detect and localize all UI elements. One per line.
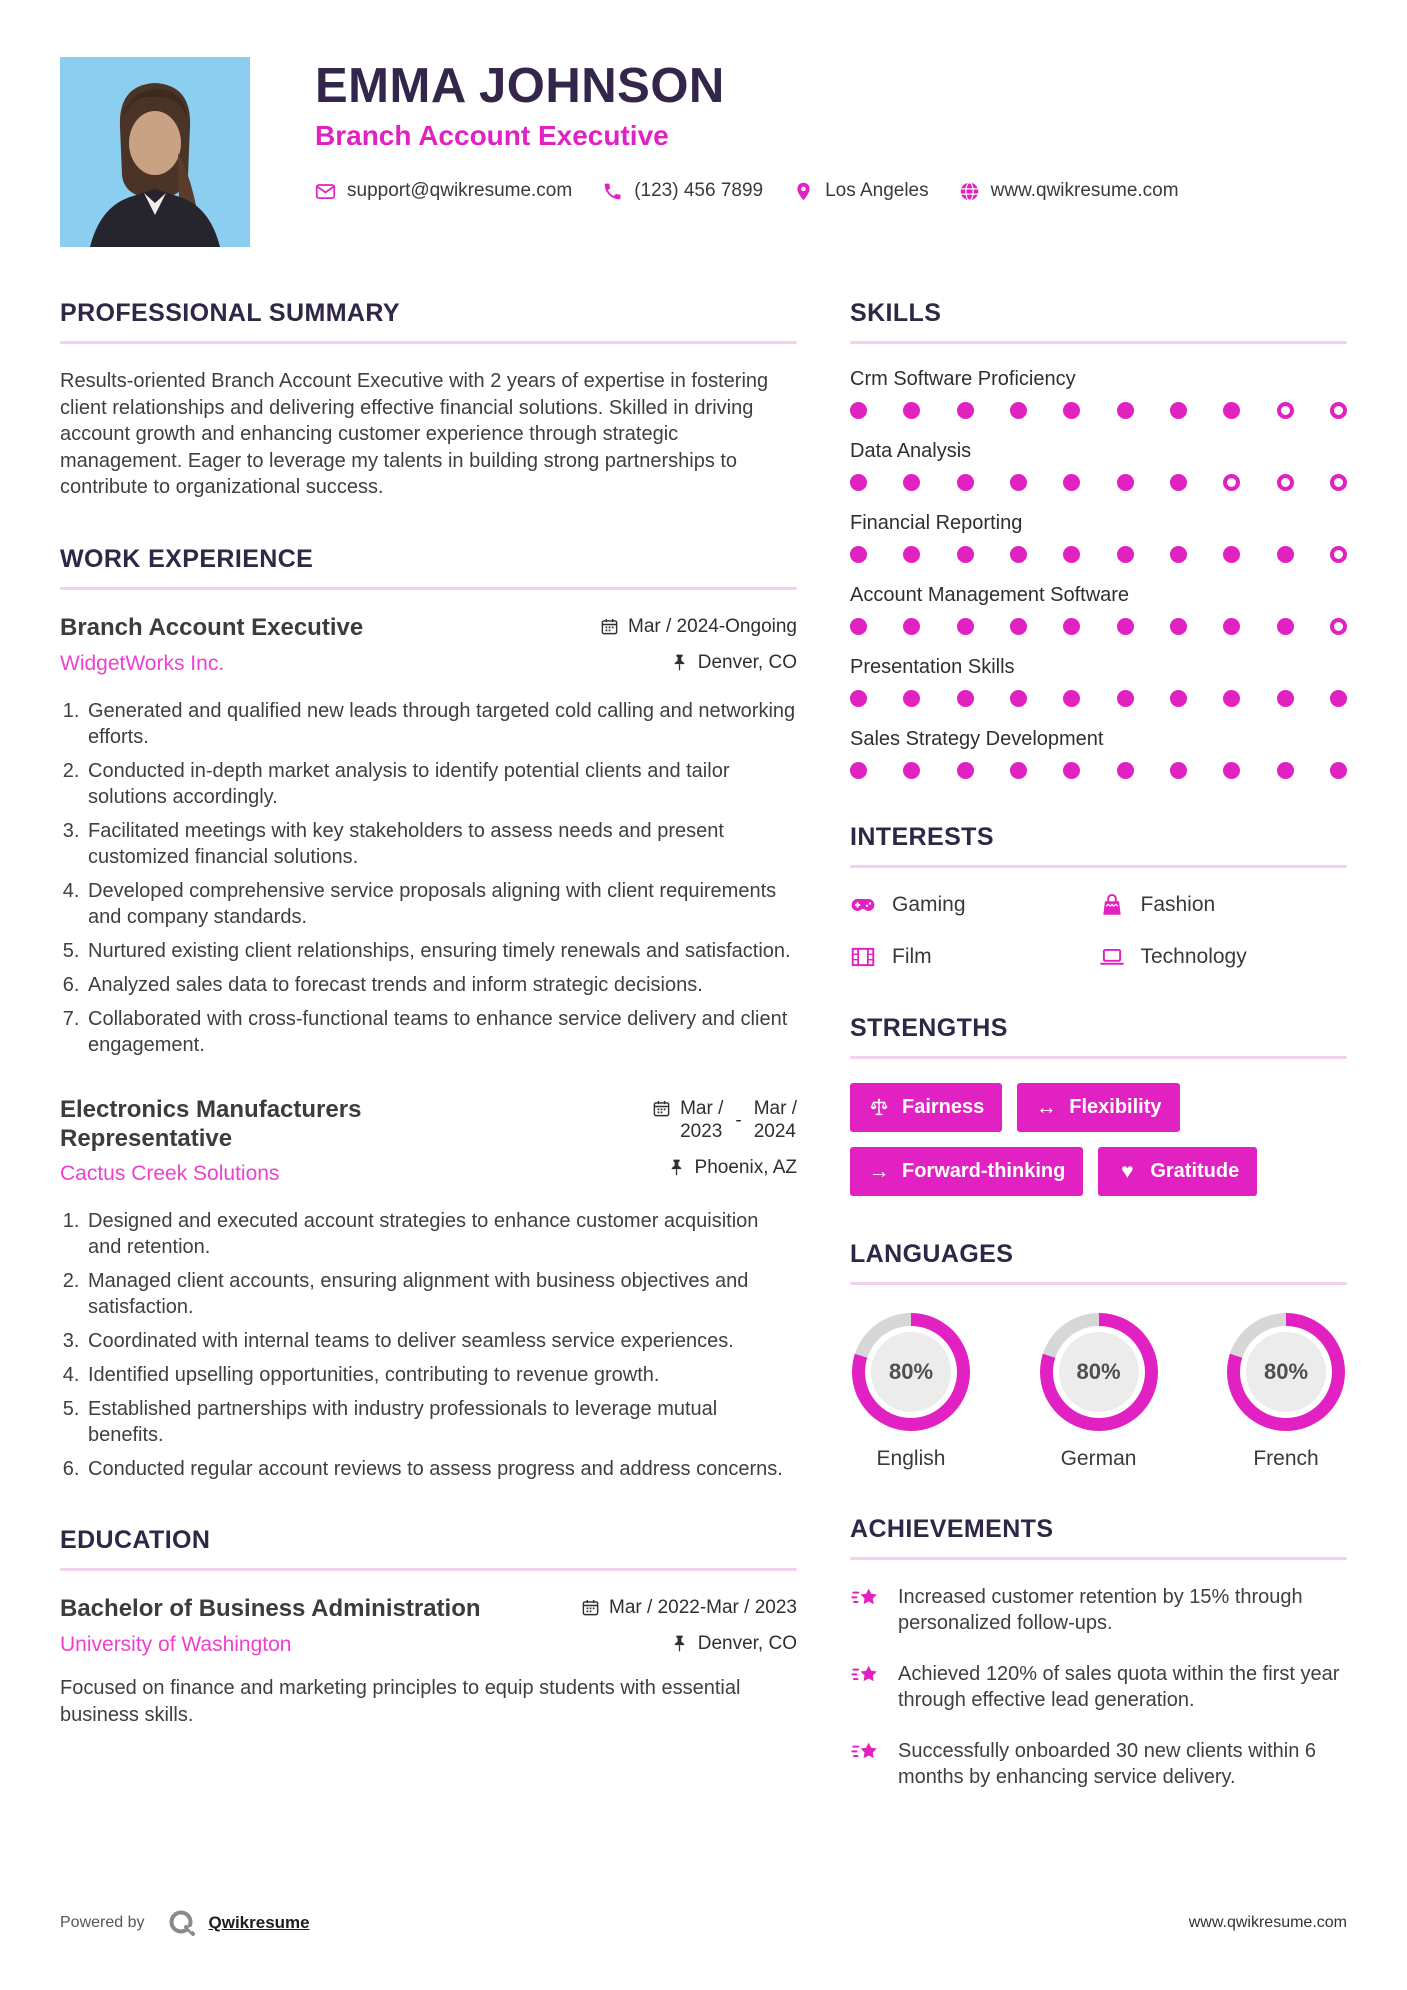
film-icon bbox=[850, 944, 876, 970]
education-location bbox=[670, 1633, 797, 1655]
skill-dot-empty bbox=[1330, 618, 1347, 635]
job-bullet: 7. Collaborated with cross-functional teams to enhance service delivery and client engagement. bbox=[85, 1006, 797, 1058]
strength-label: Flexibility bbox=[1069, 1096, 1162, 1118]
shopping-bag-icon bbox=[1099, 892, 1125, 918]
skill-label: Financial Reporting bbox=[850, 512, 1023, 534]
header-text bbox=[315, 57, 1179, 202]
scales-icon bbox=[868, 1097, 890, 1119]
shooting-star-icon bbox=[850, 1661, 882, 1693]
skill-dot-filled bbox=[1330, 762, 1347, 779]
profile-photo-image bbox=[60, 57, 250, 247]
pushpin-icon bbox=[670, 1634, 689, 1653]
skill-dot-filled bbox=[1117, 474, 1134, 491]
job-bullet: 5. Established partnerships with industry professionals to leverage mutual benefits. bbox=[85, 1396, 797, 1448]
skill-item bbox=[850, 512, 1347, 563]
skill-dot-empty bbox=[1277, 474, 1294, 491]
skill-dot-filled bbox=[1170, 474, 1187, 491]
footer-website: www.qwikresume.com bbox=[1188, 1914, 1347, 1931]
job-date bbox=[652, 1098, 797, 1144]
education-location-text: Denver, CO bbox=[697, 1633, 797, 1655]
achievement-item bbox=[850, 1661, 1347, 1714]
date-line: 2024 bbox=[753, 1120, 796, 1142]
job-header bbox=[60, 614, 797, 676]
section-divider bbox=[850, 1056, 1347, 1059]
job-bullets bbox=[60, 1208, 797, 1482]
language-item bbox=[852, 1313, 970, 1471]
section-work-experience bbox=[60, 545, 797, 1482]
contact-item bbox=[793, 180, 929, 202]
skill-dot-filled bbox=[903, 474, 920, 491]
interest-label: Gaming bbox=[892, 893, 966, 916]
skill-dot-filled bbox=[850, 690, 867, 707]
shooting-star-icon bbox=[850, 1584, 882, 1616]
skill-dot-filled bbox=[1063, 546, 1080, 563]
skill-dot-filled bbox=[1010, 546, 1027, 563]
language-percent: 80% bbox=[871, 1332, 951, 1412]
contact-row bbox=[315, 180, 1179, 202]
language-progress-ring bbox=[1040, 1313, 1158, 1431]
skill-item bbox=[850, 440, 1347, 491]
skill-dot-filled bbox=[903, 618, 920, 635]
job-entry bbox=[60, 1096, 797, 1483]
right-column bbox=[850, 299, 1347, 1834]
skill-item bbox=[850, 728, 1347, 779]
pushpin-icon bbox=[670, 653, 689, 672]
skill-dots bbox=[850, 762, 1347, 779]
section-divider bbox=[60, 341, 797, 344]
section-divider bbox=[850, 1557, 1347, 1560]
skill-dot-filled bbox=[1010, 474, 1027, 491]
skill-dot-filled bbox=[1063, 402, 1080, 419]
section-education bbox=[60, 1526, 797, 1728]
achievements-list bbox=[850, 1584, 1347, 1790]
skills-list bbox=[850, 368, 1347, 779]
strength-label: Gratitude bbox=[1150, 1160, 1240, 1182]
language-item bbox=[1040, 1313, 1158, 1471]
skill-dot-filled bbox=[1223, 690, 1240, 707]
section-divider bbox=[850, 341, 1347, 344]
language-progress-ring bbox=[852, 1313, 970, 1431]
interest-item bbox=[850, 944, 1099, 970]
section-languages bbox=[850, 1240, 1347, 1471]
contact-item bbox=[959, 180, 1179, 202]
job-location-text: Phoenix, AZ bbox=[694, 1157, 797, 1179]
skill-dot-filled bbox=[850, 618, 867, 635]
strength-label: Fairness bbox=[902, 1096, 985, 1118]
skill-dots bbox=[850, 618, 1347, 635]
skill-dot-filled bbox=[957, 618, 974, 635]
skill-dot-filled bbox=[903, 402, 920, 419]
job-bullet: 2. Conducted in-depth market analysis to identify potential clients and tailor solutions accordingly. bbox=[85, 758, 797, 810]
skill-dot-filled bbox=[957, 402, 974, 419]
contact-text: Los Angeles bbox=[825, 180, 929, 202]
job-bullet: 3. Coordinated with internal teams to deliver seamless service experiences. bbox=[85, 1328, 797, 1354]
skill-dot-filled bbox=[1330, 690, 1347, 707]
achievement-text: Successfully onboarded 30 new clients within 6 months by enhancing service delivery. bbox=[898, 1739, 1317, 1788]
contact-text: support@qwikresume.com bbox=[347, 180, 573, 202]
section-divider bbox=[60, 1568, 797, 1571]
arrow-right-icon: → bbox=[868, 1160, 890, 1183]
skill-dot-filled bbox=[1170, 546, 1187, 563]
achievement-text: Increased customer retention by 15% through personalized follow-ups. bbox=[898, 1586, 1303, 1635]
job-date-text: Mar / 2024-Ongoing bbox=[628, 615, 797, 637]
contact-text: (123) 456 7899 bbox=[634, 180, 764, 202]
location-icon bbox=[793, 181, 814, 202]
job-company: Cactus Creek Solutions bbox=[60, 1162, 280, 1186]
skill-dot-filled bbox=[1010, 402, 1027, 419]
job-date-start bbox=[680, 1098, 723, 1144]
job-title: Electronics Manufacturers Representative bbox=[60, 1095, 362, 1152]
job-bullet: 5. Nurtured existing client relationships, ensuring timely renewals and satisfaction. bbox=[85, 938, 797, 964]
heart-icon: ♥ bbox=[1121, 1160, 1134, 1183]
strength-badge bbox=[1098, 1147, 1257, 1196]
section-professional-summary bbox=[60, 299, 797, 501]
skill-dot-filled bbox=[903, 546, 920, 563]
language-ring-hole bbox=[865, 1326, 957, 1418]
education-header bbox=[60, 1595, 797, 1657]
education-entry bbox=[60, 1595, 797, 1728]
skill-dot-filled bbox=[1117, 690, 1134, 707]
language-percent: 80% bbox=[1059, 1332, 1139, 1412]
skill-label: Account Management Software bbox=[850, 584, 1130, 606]
education-date bbox=[581, 1597, 797, 1619]
date-separator: - bbox=[735, 1109, 742, 1131]
skill-dot-filled bbox=[1223, 546, 1240, 563]
job-bullet: 1. Designed and executed account strategies to enhance customer acquisition and retention. bbox=[85, 1208, 797, 1260]
skill-dot-empty bbox=[1330, 402, 1347, 419]
skill-dot-filled bbox=[850, 474, 867, 491]
skill-dot-filled bbox=[1063, 762, 1080, 779]
languages-list bbox=[850, 1309, 1347, 1471]
profile-photo bbox=[60, 57, 250, 247]
section-divider bbox=[60, 587, 797, 590]
section-heading: WORK EXPERIENCE bbox=[60, 544, 314, 573]
contact-text: www.qwikresume.com bbox=[990, 180, 1179, 202]
section-divider bbox=[850, 1282, 1347, 1285]
skill-label: Crm Software Proficiency bbox=[850, 368, 1076, 390]
education-school: University of Washington bbox=[60, 1633, 292, 1657]
skill-dot-filled bbox=[1223, 618, 1240, 635]
interest-label: Film bbox=[892, 945, 932, 968]
contact-item bbox=[315, 180, 572, 202]
strength-badge bbox=[850, 1147, 1083, 1196]
skill-dot-filled bbox=[1170, 618, 1187, 635]
globe-icon bbox=[959, 181, 980, 202]
section-strengths bbox=[850, 1014, 1347, 1196]
skill-dot-filled bbox=[957, 690, 974, 707]
achievement-text: Achieved 120% of sales quota within the first year through effective lead generation. bbox=[898, 1662, 1340, 1712]
skill-dot-filled bbox=[1117, 402, 1134, 419]
strength-badge bbox=[850, 1083, 1002, 1132]
person-title: Branch Account Executive bbox=[315, 120, 669, 152]
qwikresume-logo bbox=[167, 1908, 197, 1938]
strengths-list bbox=[850, 1083, 1347, 1196]
calendar-icon bbox=[581, 1598, 600, 1617]
skill-dot-filled bbox=[1223, 762, 1240, 779]
qwikresume-link[interactable]: Qwikresume bbox=[208, 1913, 310, 1932]
skill-dot-filled bbox=[1010, 618, 1027, 635]
skill-dot-filled bbox=[1277, 546, 1294, 563]
section-heading: SKILLS bbox=[850, 299, 942, 327]
calendar-icon bbox=[652, 1099, 671, 1118]
skill-label: Data Analysis bbox=[850, 440, 972, 462]
job-bullets bbox=[60, 698, 797, 1058]
laptop-icon bbox=[1099, 944, 1125, 970]
achievement-item bbox=[850, 1584, 1347, 1637]
skill-dots bbox=[850, 546, 1347, 563]
section-skills bbox=[850, 299, 1347, 779]
skill-dot-filled bbox=[1117, 618, 1134, 635]
section-heading: INTERESTS bbox=[850, 823, 994, 851]
interest-label: Technology bbox=[1140, 945, 1247, 968]
skill-dot-filled bbox=[1170, 690, 1187, 707]
language-ring-hole bbox=[1240, 1326, 1332, 1418]
education-date-text: Mar / 2022-Mar / 2023 bbox=[609, 1597, 797, 1619]
strength-badge bbox=[1017, 1083, 1179, 1132]
shooting-star-icon bbox=[850, 1738, 882, 1770]
skill-label: Sales Strategy Development bbox=[850, 728, 1104, 750]
job-location bbox=[667, 1157, 797, 1179]
interest-item bbox=[1099, 944, 1348, 970]
skill-dot-filled bbox=[1223, 402, 1240, 419]
language-progress-ring bbox=[1227, 1313, 1345, 1431]
section-divider bbox=[850, 865, 1347, 868]
skill-dot-filled bbox=[1277, 762, 1294, 779]
person-name: EMMA JOHNSON bbox=[315, 59, 725, 113]
job-bullet: 4. Identified upselling opportunities, contributing to revenue growth. bbox=[85, 1362, 797, 1388]
skill-dot-empty bbox=[1277, 402, 1294, 419]
skill-dot-filled bbox=[1010, 690, 1027, 707]
section-interests bbox=[850, 823, 1347, 970]
section-heading: EDUCATION bbox=[60, 1526, 211, 1555]
achievement-item bbox=[850, 1738, 1347, 1791]
job-bullet: 1. Generated and qualified new leads through targeted cold calling and networking efforts. bbox=[85, 698, 797, 750]
header bbox=[60, 57, 1347, 247]
phone-icon bbox=[602, 181, 623, 202]
job-date-end bbox=[754, 1098, 797, 1144]
language-ring-hole bbox=[1053, 1326, 1145, 1418]
language-name: French bbox=[1253, 1447, 1319, 1470]
gamepad-icon bbox=[850, 892, 876, 918]
skill-dot-filled bbox=[1170, 402, 1187, 419]
date-line: 2023 bbox=[680, 1120, 723, 1142]
job-bullet: 2. Managed client accounts, ensuring alignment with business objectives and satisfaction. bbox=[85, 1268, 797, 1320]
job-bullet: 4. Developed comprehensive service proposals aligning with client requirements and company standards. bbox=[85, 878, 797, 930]
job-location bbox=[670, 652, 797, 674]
job-title: Branch Account Executive bbox=[60, 613, 364, 641]
skill-dot-filled bbox=[957, 762, 974, 779]
date-line: Mar / bbox=[680, 1097, 724, 1119]
interest-label: Fashion bbox=[1140, 893, 1216, 916]
section-heading: STRENGTHS bbox=[850, 1014, 1008, 1042]
footer bbox=[60, 1908, 1347, 1938]
job-meta bbox=[652, 1096, 797, 1187]
skill-dot-filled bbox=[850, 546, 867, 563]
education-title-block bbox=[60, 1595, 540, 1657]
education-degree: Bachelor of Business Administration bbox=[60, 1595, 481, 1623]
summary-text: Results-oriented Branch Account Executive with 2 years of expertise in fostering client relationships and delivering effective financial solutions. Skilled in driving account growth and enhancing customer experience through strategic management. Eager to leverage my talents in building strong partnerships to contribute to organizational success. bbox=[60, 370, 769, 499]
skill-item bbox=[850, 368, 1347, 419]
job-bullet: 3. Facilitated meetings with key stakeholders to assess needs and present customized financial solutions. bbox=[85, 818, 797, 870]
language-name: English bbox=[876, 1447, 946, 1470]
education-description: Focused on finance and marketing principles to equip students with essential business skills. bbox=[60, 1677, 741, 1726]
job-company: WidgetWorks Inc. bbox=[60, 651, 225, 675]
section-heading: ACHIEVEMENTS bbox=[850, 1515, 1054, 1543]
interests-list bbox=[850, 892, 1347, 970]
language-item bbox=[1227, 1313, 1345, 1471]
job-bullet: 6. Conducted regular account reviews to assess progress and address concerns. bbox=[85, 1456, 797, 1482]
interest-item bbox=[850, 892, 1099, 918]
job-header bbox=[60, 1096, 797, 1187]
skill-dot-filled bbox=[1063, 690, 1080, 707]
skill-dot-filled bbox=[903, 762, 920, 779]
skill-dot-empty bbox=[1330, 474, 1347, 491]
job-title-block bbox=[60, 1096, 460, 1187]
skill-dot-filled bbox=[1010, 762, 1027, 779]
job-location-text: Denver, CO bbox=[697, 651, 797, 673]
job-entry bbox=[60, 614, 797, 1058]
job-date bbox=[600, 616, 797, 638]
strength-label: Forward-thinking bbox=[902, 1160, 1066, 1182]
pushpin-icon bbox=[667, 1158, 686, 1177]
skill-dot-filled bbox=[1170, 762, 1187, 779]
language-name: German bbox=[1060, 1447, 1137, 1470]
language-percent: 80% bbox=[1246, 1332, 1326, 1412]
skill-dot-empty bbox=[1223, 474, 1240, 491]
skill-dots bbox=[850, 474, 1347, 491]
education-meta bbox=[581, 1595, 797, 1657]
left-column bbox=[60, 299, 797, 1834]
arrows-left-right-icon: ↔ bbox=[1035, 1096, 1057, 1119]
skill-dot-filled bbox=[903, 690, 920, 707]
skill-label: Presentation Skills bbox=[850, 656, 1015, 678]
skill-item bbox=[850, 584, 1347, 635]
main-columns bbox=[60, 299, 1347, 1834]
calendar-icon bbox=[600, 617, 619, 636]
email-icon bbox=[315, 181, 336, 202]
skill-dots bbox=[850, 690, 1347, 707]
job-title-block bbox=[60, 614, 540, 676]
skill-dot-filled bbox=[850, 402, 867, 419]
section-heading: LANGUAGES bbox=[850, 1240, 1014, 1268]
skill-dots bbox=[850, 402, 1347, 419]
skill-dot-filled bbox=[1277, 618, 1294, 635]
skill-dot-empty bbox=[1330, 546, 1347, 563]
skill-dot-filled bbox=[957, 474, 974, 491]
job-bullet: 6. Analyzed sales data to forecast trends and inform strategic decisions. bbox=[85, 972, 797, 998]
skill-dot-filled bbox=[1117, 546, 1134, 563]
powered-by-label: Powered by bbox=[60, 1914, 145, 1931]
job-meta bbox=[600, 614, 797, 676]
skill-dot-filled bbox=[957, 546, 974, 563]
skill-dot-filled bbox=[850, 762, 867, 779]
section-heading: PROFESSIONAL SUMMARY bbox=[60, 299, 400, 327]
skill-dot-filled bbox=[1063, 618, 1080, 635]
interest-item bbox=[1099, 892, 1348, 918]
skill-dot-filled bbox=[1063, 474, 1080, 491]
contact-item bbox=[602, 180, 763, 202]
skill-dot-filled bbox=[1277, 690, 1294, 707]
date-line: Mar / bbox=[753, 1097, 797, 1119]
skill-item bbox=[850, 656, 1347, 707]
skill-dot-filled bbox=[1117, 762, 1134, 779]
job-date-split bbox=[680, 1098, 797, 1144]
section-achievements bbox=[850, 1515, 1347, 1790]
